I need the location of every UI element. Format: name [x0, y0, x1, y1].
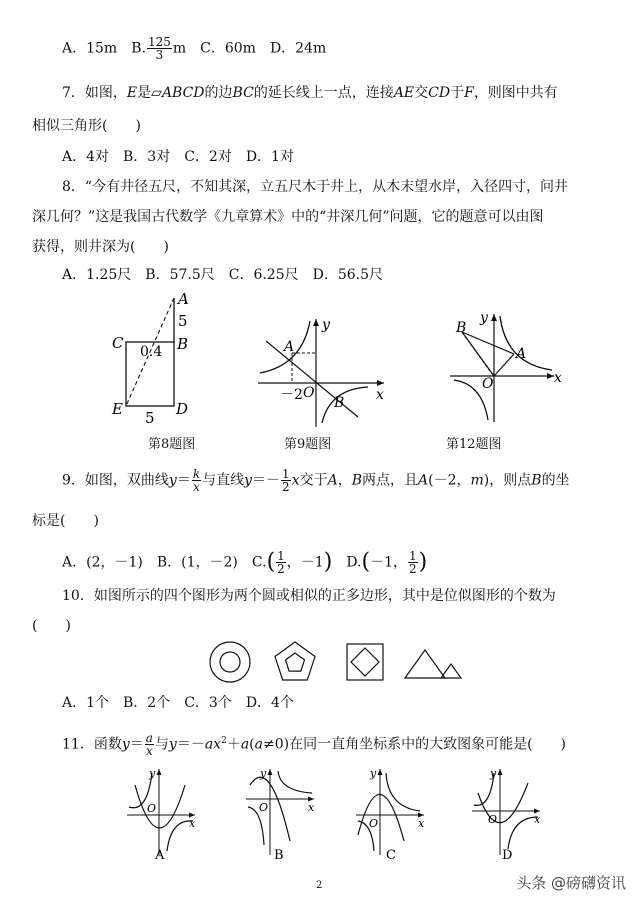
- label-c: C: [112, 334, 124, 352]
- q11-graph-c: [354, 765, 429, 863]
- label-neg2: －2: [280, 387, 303, 403]
- q6-option-d: D．24m: [269, 40, 327, 57]
- label-five-top: 5: [178, 312, 188, 330]
- label-b: B: [177, 335, 189, 353]
- svg-text:y: y: [260, 767, 267, 780]
- label-five-bottom: 5: [145, 409, 155, 427]
- label-x: x: [376, 387, 384, 403]
- figure-12-caption: 第12题图: [446, 437, 502, 452]
- svg-text:x: x: [534, 813, 541, 826]
- q11-line1: 11．函数y＝ $\frac{a}{x}$ 与$y=-ax^2+a(a\ne 0)$在同一直角坐标系中的大致图象可能是( ): [62, 731, 567, 759]
- label-x: x: [554, 370, 562, 386]
- svg-text:x: x: [418, 817, 425, 830]
- fraction-k-x: $\frac{k}{x}$: [192, 467, 201, 494]
- label-y: y: [480, 310, 488, 326]
- q8-line2: 深几何？”这是我国古代数学《九章算术》中的“井深几何”问题，它的题意可以由图: [32, 209, 544, 225]
- figure-9: [258, 315, 388, 430]
- label-o: O: [482, 376, 494, 392]
- label-a: A: [155, 848, 165, 863]
- svg-text:x: x: [189, 817, 196, 830]
- q6-option-a: A．15m: [62, 40, 118, 57]
- svg-text:O: O: [488, 813, 498, 826]
- q6-options: A．15m B. $\frac{125}{3}$ m C．60m D．24m: [62, 35, 327, 62]
- q10-line1: 10．如图所示的四个图形为两个圆或相似的正多边形，其中是位似图形的个数为: [62, 588, 556, 604]
- label-a: A: [284, 339, 295, 355]
- q10-line2: ( ): [32, 618, 71, 634]
- label-a: A: [178, 290, 189, 308]
- q7-line1: 7．如图，E是▱ABCD的边BC的延长线上一点，连接AE交CD于F，则图中共有: [62, 85, 558, 101]
- svg-text:y: y: [490, 767, 497, 780]
- figure-8-caption: 第8题图: [148, 437, 196, 452]
- q10-figures: [205, 638, 475, 688]
- q6-option-b: B.: [131, 40, 146, 57]
- label-c: C: [386, 848, 396, 863]
- figure-9-caption: 第9题图: [284, 437, 332, 452]
- label-d: D: [176, 400, 189, 418]
- svg-text:y: y: [370, 767, 377, 780]
- fraction-125-3: $\frac{125}{3}$: [147, 35, 171, 62]
- label-b: B: [334, 395, 345, 411]
- svg-text:O: O: [147, 802, 157, 815]
- nested-pentagons: [275, 642, 315, 680]
- q8-line1: 8．“今有井径五尺，不知其深，立五尺木于井上，从木末望水岸，入径四寸，问井: [62, 179, 569, 195]
- label-e: E: [112, 400, 123, 418]
- watermark: 头条 @磅礴资讯: [516, 874, 626, 892]
- q6-option-c: C．60m: [200, 40, 256, 57]
- fraction-1-2: $\frac{1}{2}$: [282, 467, 290, 494]
- q7-options: A．4对 B．3对 C．2对 D．1对: [62, 149, 294, 165]
- svg-text:O: O: [259, 801, 269, 814]
- q11-graph-b: [244, 765, 319, 863]
- label-b: B: [274, 848, 284, 863]
- figure-8: [100, 290, 210, 427]
- label-0-4: 0.4: [140, 344, 163, 360]
- fraction-a-x: $\frac{a}{x}$: [145, 731, 153, 759]
- concentric-circles: [210, 642, 250, 682]
- label-y: y: [322, 317, 330, 333]
- svg-text:O: O: [369, 817, 379, 830]
- q9-option-d: D.: [346, 554, 362, 571]
- q9-option-a: A．(2，－1): [62, 554, 143, 571]
- q11-graph-a: [125, 765, 200, 863]
- page-number: 2: [316, 880, 323, 891]
- q9-line1: 9．如图，双曲线y＝ $\frac{k}{x}$ 与直线y＝－ $\frac{1}{2}$ x交于A，B两点，且A(－2，m)，则点B的坐: [62, 467, 570, 494]
- q11-graph-d: [470, 765, 545, 863]
- svg-text:x: x: [308, 801, 315, 814]
- two-triangles: [405, 650, 461, 678]
- label-a: A: [516, 346, 527, 362]
- label-o: O: [303, 385, 315, 401]
- q8-line3: 获得，则井深为( ): [32, 239, 169, 255]
- q9-option-b: B．(1，－2): [156, 554, 238, 571]
- q10-options: A．1个 B．2个 C．3个 D．4个: [62, 695, 294, 711]
- figure-12: [450, 310, 565, 425]
- svg-text:y: y: [149, 767, 156, 780]
- q9-line2: 标是( ): [32, 513, 99, 529]
- q9-option-c: C.: [251, 554, 267, 571]
- label-d: D: [502, 848, 513, 863]
- label-b: B: [456, 320, 467, 336]
- q7-line2: 相似三角形( ): [32, 118, 141, 134]
- q9-options: A．(2，－1) B．(1，－2) C.( $\frac{1}{2}$ ，－1) D.(－1， $\frac{1}{2}$ ): [62, 549, 428, 576]
- q8-options: A．1.25尺 B．57.5尺 C．6.25尺 D．56.5尺: [62, 267, 384, 283]
- square-with-diamond: [347, 644, 383, 680]
